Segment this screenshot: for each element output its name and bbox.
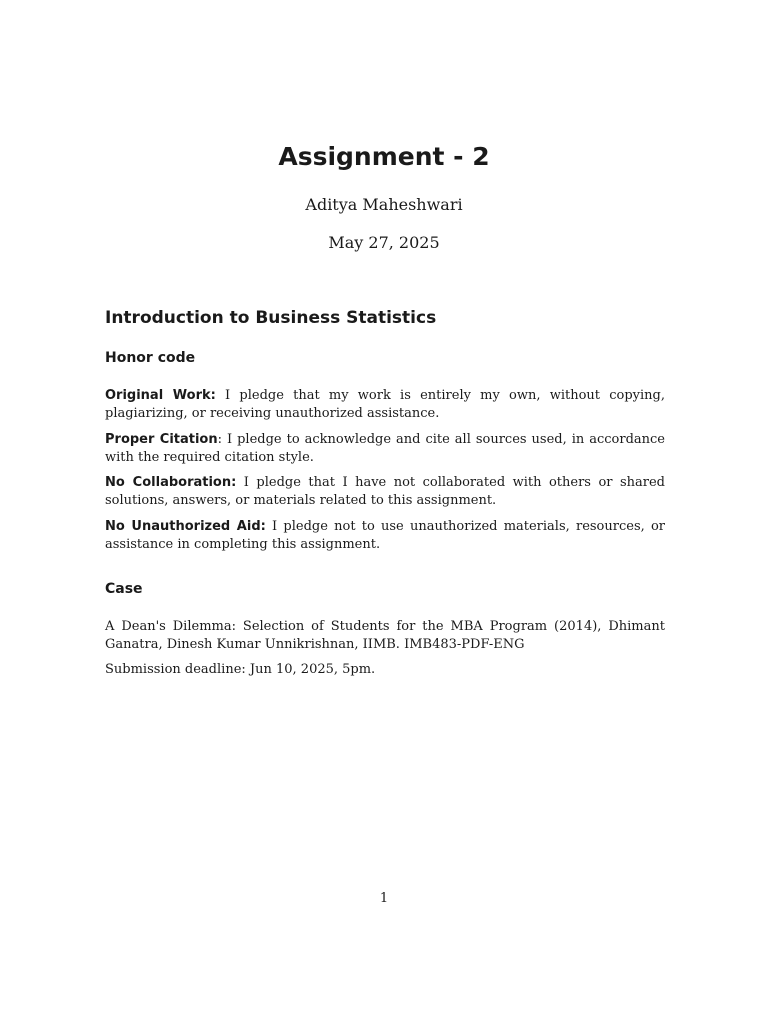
document-date: May 27, 2025 <box>328 233 440 252</box>
submission-deadline: Submission deadline: Jun 10, 2025, 5pm. <box>105 662 376 677</box>
honor-item-lead: Proper Citation <box>105 432 218 447</box>
honor-item-lead: Original Work: <box>105 388 216 403</box>
document-author: Aditya Maheshwari <box>305 195 463 214</box>
document-title: Assignment - 2 <box>278 142 490 171</box>
section-title: Introduction to Business Statistics <box>105 308 437 328</box>
honor-item-lead: No Collaboration: <box>105 475 237 490</box>
case-description: A Dean's Dilemma: Selection of Students for the MBA Program (2014), Dhimant Ganatra, Dinesh Kumar Unnikrishnan, IIMB. IMB483-PDF-ENG <box>105 619 665 652</box>
honor-item-proper-citation <box>105 431 665 467</box>
honor-item-text: I pledge that I have not collaborated with others or shared solutions, answers, or materials related to this assignment. <box>105 475 666 508</box>
case-heading: Case <box>105 581 143 597</box>
honor-code-heading: Honor code <box>105 350 196 366</box>
honor-item-original-work <box>105 387 665 423</box>
page-number: 1 <box>379 891 389 906</box>
honor-item-text: I pledge that my work is entirely my own, without copying, plagiarizing, or receiving unauthorized assistance. <box>105 388 665 421</box>
honor-item-no-collaboration <box>105 474 665 510</box>
honor-item-text: : I pledge to acknowledge and cite all sources used, in accordance with the required citation style. <box>105 432 665 465</box>
honor-item-text: I pledge not to use unauthorized materials, resources, or assistance in completing this assignment. <box>105 519 665 552</box>
honor-item-lead: No Unauthorized Aid: <box>105 519 266 534</box>
honor-item-no-unauthorized-aid <box>105 518 665 554</box>
